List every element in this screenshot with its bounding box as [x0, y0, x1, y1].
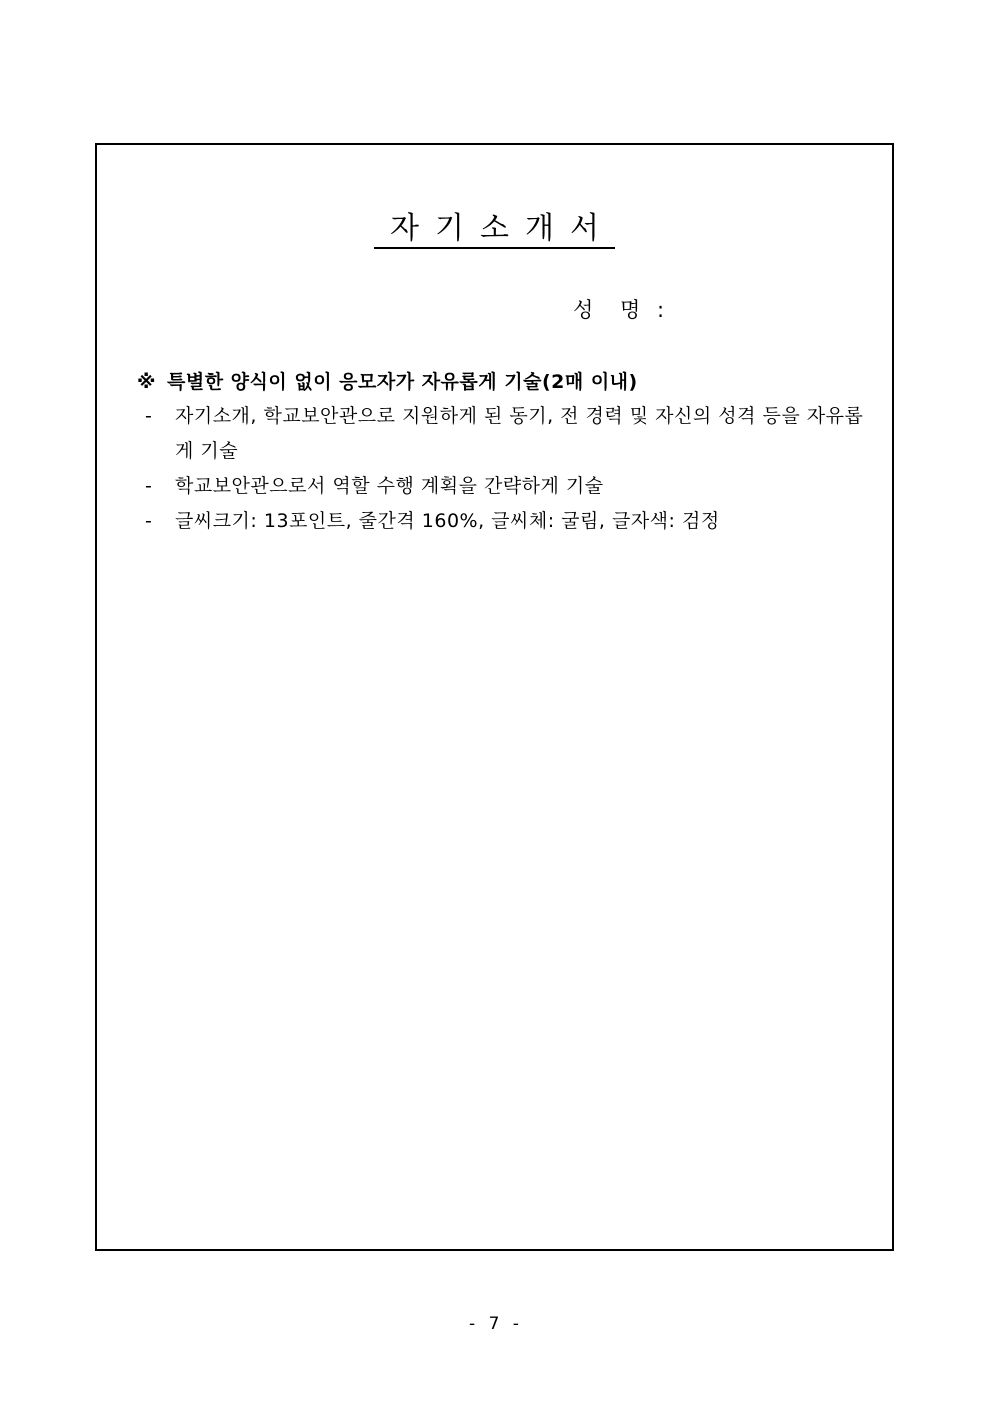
- bullet-dash: -: [145, 405, 153, 427]
- list-item: [137, 469, 877, 504]
- document-title: 자기소개서: [374, 211, 615, 249]
- list-item-text: 글씨크기: 13포인트, 줄간격 160%, 글씨체: 굴림, 글자색: 검정: [175, 510, 720, 532]
- reference-mark-icon: ※: [137, 371, 156, 393]
- document-title-row: [97, 209, 892, 249]
- bullet-dash: -: [145, 510, 153, 532]
- list-item-text: 자기소개, 학교보안관으로 지원하게 된 동기, 전 경력 및 자신의 성격 등을 자유롭게 기술: [175, 405, 864, 462]
- notice-text: 특별한 양식이 없이 응모자가 자유롭게 기술(2매 이내): [167, 371, 638, 393]
- bullet-dash: -: [145, 475, 153, 497]
- name-field: [573, 295, 664, 325]
- name-colon: :: [656, 298, 665, 322]
- instructions-block: [137, 367, 877, 539]
- name-label: 성 명: [573, 298, 651, 322]
- list-item-text: 학교보안관으로서 역할 수행 계획을 간략하게 기술: [175, 475, 604, 497]
- document-frame: [95, 143, 894, 1251]
- list-item: [137, 399, 877, 469]
- page-number: - 7 -: [469, 1314, 523, 1334]
- list-item: [137, 504, 877, 539]
- notice-line: [137, 367, 877, 397]
